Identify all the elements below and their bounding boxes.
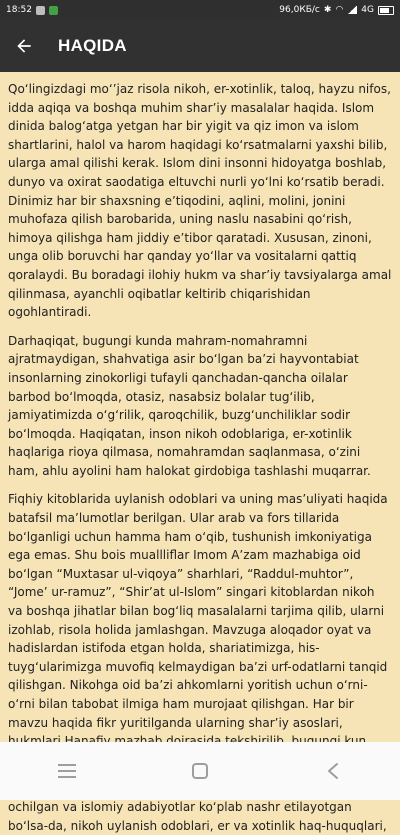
status-network: 4G xyxy=(361,5,374,15)
wifi-icon: ◠ xyxy=(335,5,344,15)
bluetooth-icon: ✱ xyxy=(323,5,332,15)
home-button[interactable] xyxy=(180,751,220,791)
arrow-left-icon xyxy=(14,36,34,56)
page-title: HAQIDA xyxy=(58,36,127,55)
notification-icon xyxy=(36,6,45,15)
paragraph-4: ochilgan va islomiy adabiyotlar ko‘plab nashr etilayotgan bo‘lsa-da, nikoh uylanish odoblari, er va xotinlik haq-huquqlari, xyxy=(8,799,387,833)
signal-icon xyxy=(347,6,357,14)
content-area[interactable] xyxy=(0,72,400,833)
status-time: 18:52 xyxy=(6,5,32,15)
back-nav-button[interactable] xyxy=(313,751,353,791)
paragraph-1: Qo‘lingizdagi mo‘’jaz risola nikoh, er-xotinlik, taloq, hayzu nifos, idda aqiqa va boshqa muhim shar’iy masalalar haqida. Islom dinida balog‘atga yetgan har bir yigit va qiz imon va islom shartlarini, halol va harom haqidagi ko‘rsatmalarni yaxshi bilib, ularga amal qilishi kerak. Islom dini insonni hidoyatga boshlab, dunyo va oxirat saodatiga eltuvchi nurli yo‘lni ko‘rsatib beradi. Dinimiz har bir shaxsning e’tiqodini, aqlini, molini, jonini muhofaza qilish barobarida, uning naslu nasabini qo‘rish, himoya qilishga ham jiddiy e’tibor qaratadi. Xususan, zinoni, unga olib boruvchi har qanday yo‘llar va vositalarni qattiq qoralaydi. Bu boradagi ilohiy hukm va shar’iy tavsiyalarga amal qilinmasa, ayanchli oqibatlar keltirib chiqarishidan ogohlantiradi. xyxy=(8,82,392,320)
paragraph-2: Darhaqiqat, bugungi kunda mahram-nomahramni ajratmaydigan, shahvatiga asir bo‘lgan ba’zi hayvontabiat insonlarning zinokorligi tufayli qanchadan-qancha oilalar barbod bo‘lmoqda, otasiz, nasabsiz bolalar tug‘ilib, jamiyatimizda o‘g‘rilik, qaroqchilik, buzg‘unchiliklar sodir bo‘lmoqda. Haqiqatan, inson nikoh odoblariga, er-xotinlik haqlariga rioya qilmasa, nomahramdan saqlanmasa, o‘zini ham, ahlu ayolini ham halokat girdobiga tashlashi muqarrar. xyxy=(8,333,371,478)
battery-icon xyxy=(378,6,394,15)
status-left xyxy=(6,5,58,15)
status-right xyxy=(279,5,394,15)
recents-button[interactable] xyxy=(47,751,87,791)
back-button[interactable] xyxy=(0,20,48,72)
back-icon xyxy=(327,763,339,779)
navigation-bar xyxy=(0,742,400,800)
status-speed: 96,0КБ/с xyxy=(279,5,320,15)
home-icon xyxy=(192,763,208,779)
menu-icon xyxy=(58,764,76,778)
paragraph-3: Fiqhiy kitoblarida uylanish odoblari va uning mas’uliyati haqida batafsil ma’lumotlar berilgan. Ular arab va fors tillarida bo‘lganligi uchun hamma ham o‘qib, tushunish imkoniyatiga ega emas. Shu bois muallliflar Imom A’zam mazhabiga oid bo‘lgan “Muxtasar ul-viqoya” sharhlari, “Raddul-muhtor”, “Jome’ ur-ramuz”, “Shir’at ul-Islom” singari kitoblardan nikoh va boshqa jihatlar bilan bog‘liq masalalarni tarjima qilib, ularni izohlab, risola holida jamlashgan. Mavzuga aloqador oyat va hadislardan istifoda etgan holda, shariatimizga, his-tuyg‘ularimizga muvofiq kelmaydigan ba’zi urf-odatlarni tanqid qilishgan. Nikohga oid ba’zi ahkomlarni yoritish uchun o‘rni-o‘rni bilan tabobat ilmiga ham murojaat qilishgan. Har bir mavzu haqida fikr yuritilganda ularning shar’iy asoslari, xyxy=(8,492,388,730)
status-bar xyxy=(0,0,400,20)
download-icon xyxy=(49,6,58,15)
app-bar xyxy=(0,20,400,72)
